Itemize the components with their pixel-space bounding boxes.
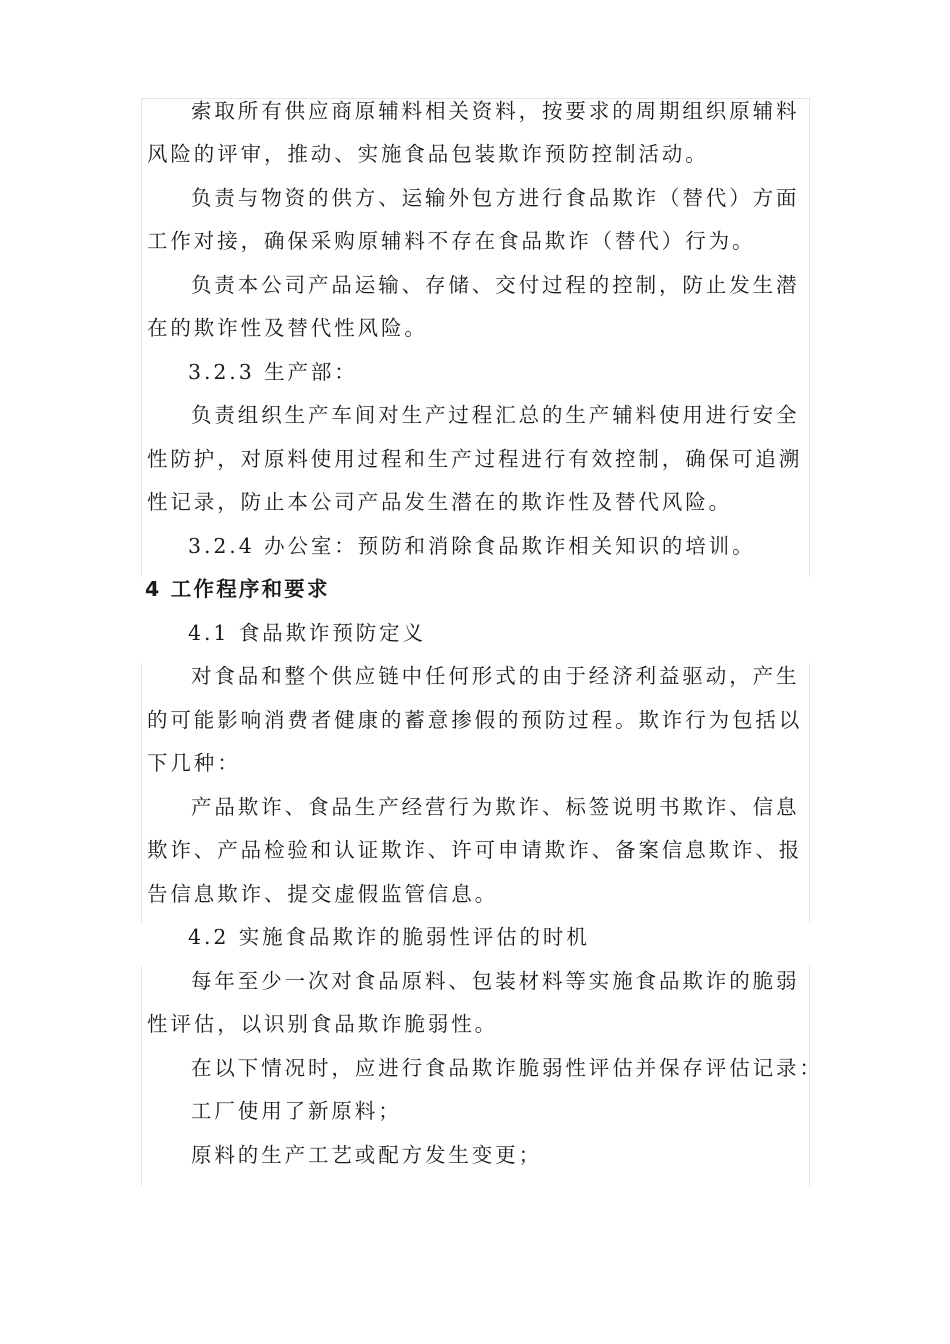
paragraph-line: 性评估，以识别食品欺诈脆弱性。	[147, 1012, 498, 1036]
paragraph-line: 下几种：	[147, 751, 241, 775]
subsection-heading: 3.2.3 生产部：	[188, 360, 358, 384]
paragraph-line: 性防护，对原料使用过程和生产过程进行有效控制，确保可追溯	[147, 447, 803, 471]
paragraph-line: 在以下情况时，应进行食品欺诈脆弱性评估并保存评估记录：	[191, 1056, 823, 1080]
paragraph-line: 的可能影响消费者健康的蓄意掺假的预防过程。欺诈行为包括以	[147, 708, 803, 732]
paragraph-line: 工作对接，确保采购原辅料不存在食品欺诈（替代）行为。	[147, 229, 756, 253]
paragraph-line: 工厂使用了新原料；	[191, 1099, 402, 1123]
paragraph-line: 产品欺诈、食品生产经营行为欺诈、标签说明书欺诈、信息	[191, 795, 800, 819]
paragraph-line: 原料的生产工艺或配方发生变更；	[191, 1143, 542, 1167]
paragraph-line: 对食品和整个供应链中任何形式的由于经济利益驱动，产生	[191, 664, 800, 688]
paragraph-line: 负责本公司产品运输、存储、交付过程的控制，防止发生潜	[191, 273, 800, 297]
subsection-heading: 3.2.4 办公室：预防和消除食品欺诈相关知识的培训。	[188, 534, 756, 558]
paragraph-line: 告信息欺诈、提交虚假监管信息。	[147, 882, 498, 906]
paragraph-line: 索取所有供应商原辅料相关资料，按要求的周期组织原辅料	[191, 99, 800, 123]
paragraph-line: 负责组织生产车间对生产过程汇总的生产辅料使用进行安全	[191, 403, 800, 427]
subsection-heading: 4.1 食品欺诈预防定义	[188, 621, 426, 645]
paragraph-line: 每年至少一次对食品原料、包装材料等实施食品欺诈的脆弱	[191, 969, 800, 993]
subsection-heading: 4.2 实施食品欺诈的脆弱性评估的时机	[188, 925, 590, 949]
paragraph-line: 性记录，防止本公司产品发生潜在的欺诈性及替代风险。	[147, 490, 732, 514]
paragraph-line: 风险的评审，推动、实施食品包装欺诈预防控制活动。	[147, 142, 709, 166]
paragraph-line: 欺诈、产品检验和认证欺诈、许可申请欺诈、备案信息欺诈、报	[147, 838, 803, 862]
section-heading: 4 工作程序和要求	[145, 577, 330, 601]
paragraph-line: 负责与物资的供方、运输外包方进行食品欺诈（替代）方面	[191, 186, 800, 210]
paragraph-line: 在的欺诈性及替代性风险。	[147, 316, 428, 340]
